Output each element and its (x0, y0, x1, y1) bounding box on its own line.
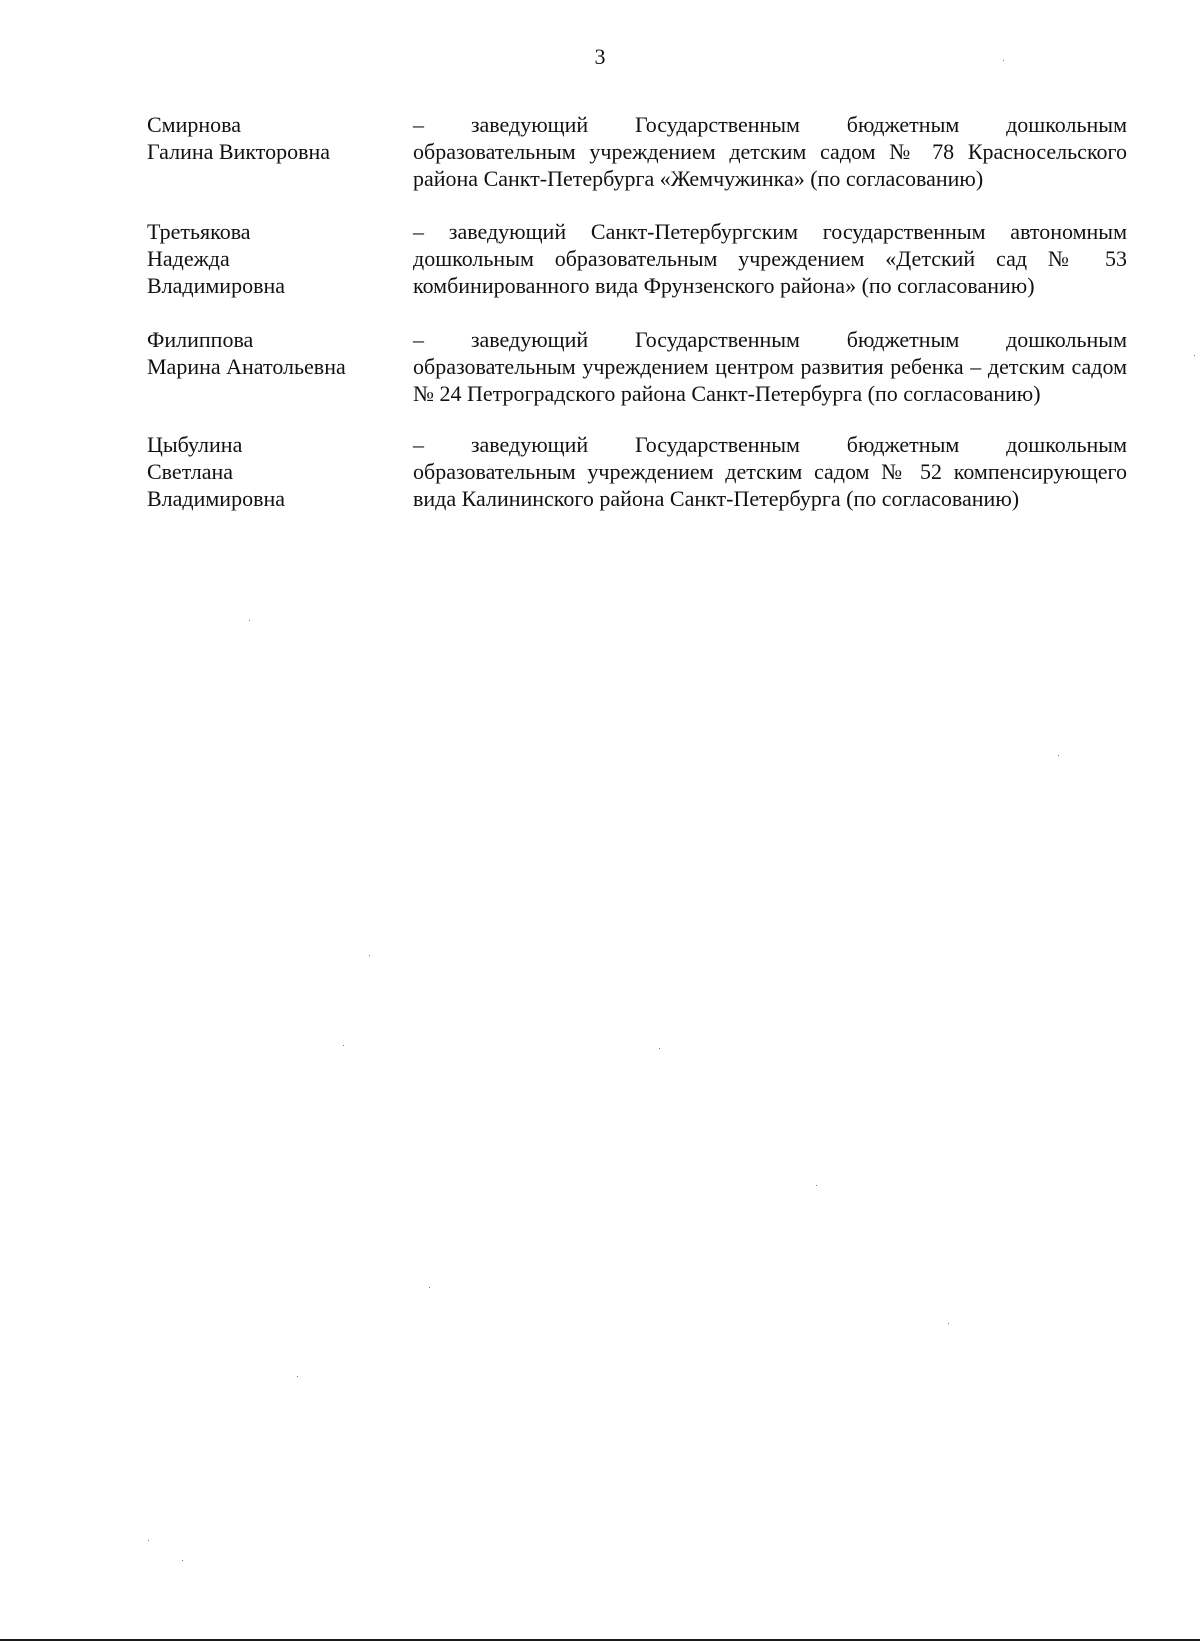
member-name (147, 326, 413, 380)
scan-speck (429, 1287, 430, 1288)
scan-speck (816, 1185, 817, 1186)
member-given-names: Марина Анатольевна (147, 354, 346, 379)
member-patronymic: Владимировна (147, 486, 286, 511)
scan-speck (297, 1376, 298, 1377)
member-entry (147, 111, 1127, 192)
scan-speck (659, 1048, 660, 1049)
member-entry (147, 326, 1127, 407)
member-position: – заведующий Государственным бюджетным дошкольным образовательным учреждением детским садом № 52 компенсирующего вида Калининского района Санкт-Петербурга (по согласованию) (413, 432, 1127, 511)
scan-speck (948, 1323, 949, 1324)
scan-speck (1003, 60, 1004, 61)
scan-speck (1058, 755, 1059, 756)
member-entry (147, 431, 1127, 512)
member-position: – заведующий Санкт-Петербургским государственным автономным дошкольным образовательным учреждением «Детский сад № 53 комбинированного вида Фрунзенского района» (по согласованию) (413, 219, 1127, 298)
scan-speck (249, 620, 250, 621)
scan-speck (148, 1540, 149, 1541)
member-name (147, 431, 413, 512)
member-name (147, 111, 413, 165)
member-first-name: Светлана (147, 459, 234, 484)
member-surname: Смирнова (147, 112, 242, 137)
member-entry (147, 218, 1127, 299)
scan-speck (182, 1560, 183, 1561)
member-first-name: Надежда (147, 246, 230, 271)
member-patronymic: Владимировна (147, 273, 286, 298)
member-surname: Филиппова (147, 327, 254, 352)
member-surname: Цыбулина (147, 432, 243, 457)
scan-speck (343, 1045, 344, 1046)
member-list (147, 111, 1127, 540)
member-name (147, 218, 413, 299)
page-number: 3 (594, 44, 606, 69)
member-position: – заведующий Государственным бюджетным дошкольным образовательным учреждением детским садом № 78 Красносельского района Санкт-Петербурга «Жемчужинка» (по согласованию) (413, 112, 1127, 191)
member-given-names: Галина Викторовна (147, 139, 331, 164)
scan-speck (1194, 355, 1195, 356)
member-position: – заведующий Государственным бюджетным дошкольным образовательным учреждением центром развития ребенка – детским садом № 24 Петроградского района Санкт-Петербурга (по согласованию) (413, 327, 1127, 406)
member-surname: Третьякова (147, 219, 251, 244)
scan-speck (369, 955, 370, 956)
